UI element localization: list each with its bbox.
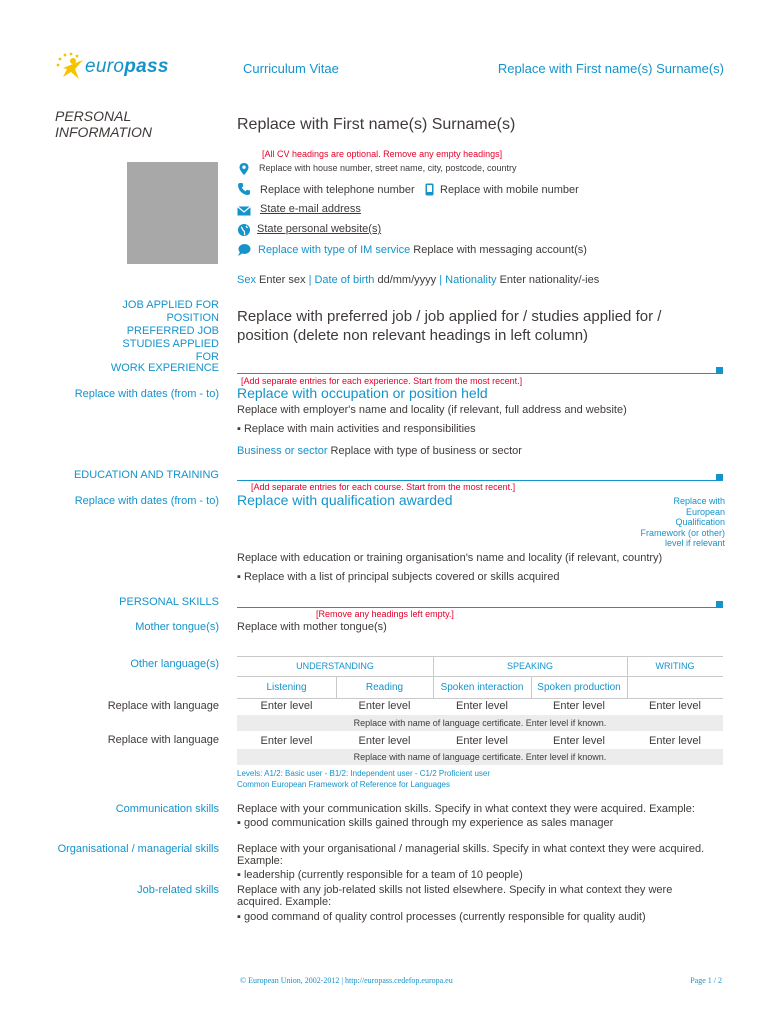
- level-listening: Enter level: [260, 700, 313, 712]
- education-label: EDUCATION AND TRAINING: [73, 469, 219, 481]
- job-related-skills-label: Job-related skills: [137, 884, 219, 896]
- header-writing: WRITING: [655, 661, 695, 671]
- sex-label: Sex: [237, 274, 256, 286]
- nationality-label: Nationality: [445, 274, 497, 286]
- subheader-spoken-production: Spoken production: [537, 682, 621, 693]
- level-reading: Enter level: [358, 735, 411, 747]
- grid-line: [237, 676, 723, 677]
- header-speaking: SPEAKING: [506, 661, 553, 671]
- dob-value: dd/mm/yyyy: [377, 274, 437, 286]
- header-understanding: UNDERSTANDING: [296, 661, 374, 671]
- telephone-icon: [237, 182, 251, 196]
- education-qualification: Replace with qualification awarded: [237, 492, 453, 508]
- personal-skills-label: PERSONAL SKILLS: [119, 596, 219, 608]
- education-rule: [237, 480, 717, 481]
- mother-tongue-label: Mother tongue(s): [135, 621, 219, 633]
- education-dates: Replace with dates (from - to): [74, 495, 219, 507]
- photo-placeholder: [127, 162, 218, 264]
- education-note: [Add separate entries for each course. Start from the most recent.]: [251, 482, 516, 492]
- europass-logo: [55, 52, 169, 82]
- communication-skills-text: Replace with your communication skills. Specify in what context they were acquired. Example:: [237, 803, 695, 815]
- level-spoken-production: Enter level: [553, 700, 605, 712]
- job-related-skills-item: ▪ good command of quality control processes (currently responsible for quality audit): [237, 911, 646, 923]
- footer-copyright: © European Union, 2002-2012 | http://europass.cedefop.europa.eu: [240, 976, 453, 985]
- separator: |: [439, 274, 443, 286]
- level-writing: Enter level: [649, 700, 701, 712]
- optional-headings-note: [All CV headings are optional. Remove any empty headings]: [262, 149, 503, 159]
- job-related-skills-text: Replace with any job-related skills not listed elsewhere. Specify in what context they were acquired. Example:: [237, 884, 673, 908]
- mobile-text: Replace with mobile number: [440, 184, 579, 196]
- website-globe-icon: [237, 223, 251, 237]
- email-link[interactable]: State e-mail address: [260, 203, 361, 215]
- im-account-text: Replace with messaging account(s): [413, 244, 587, 256]
- work-dates: Replace with dates (from - to): [74, 388, 219, 400]
- dob-label: Date of birth: [314, 274, 375, 286]
- address-text: Replace with house number, street name, city, postcode, country: [259, 163, 517, 173]
- education-marker: [716, 474, 723, 481]
- education-organisation: Replace with education or training organisation's name and locality (if relevant, country): [237, 552, 663, 564]
- work-position: Replace with occupation or position held: [237, 385, 488, 401]
- other-languages-label: Other language(s): [130, 658, 219, 670]
- organisational-skills-label: Organisational / managerial skills: [57, 843, 219, 855]
- email-envelope-icon: [237, 205, 251, 217]
- levels-note: Levels: A1/2: Basic user - B1/2: Independent user - C1/2 Proficient user: [237, 769, 491, 778]
- subheader-spoken-interaction: Spoken interaction: [440, 682, 524, 693]
- separator: |: [308, 274, 312, 286]
- communication-skills-label: Communication skills: [115, 803, 219, 815]
- eqf-level: Replace with European Qualification Framework (or other) level if relevant: [640, 496, 725, 548]
- work-experience-rule: [237, 373, 717, 374]
- language-name: Replace with language: [107, 700, 219, 712]
- grid-line: [237, 656, 723, 657]
- mobile-phone-icon: [425, 183, 434, 196]
- personal-skills-marker: [716, 601, 723, 608]
- website-link[interactable]: State personal website(s): [257, 223, 382, 235]
- level-writing: Enter level: [649, 735, 701, 747]
- work-employer: Replace with employer's name and locality (if relevant, full address and website): [237, 404, 627, 416]
- personal-details-line: [237, 274, 599, 286]
- personal-information-heading: PERSONAL INFORMATION: [55, 108, 152, 140]
- language-certificate: Replace with name of language certificate. Enter level if known.: [237, 749, 723, 765]
- header-name: Replace with First name(s) Surname(s): [497, 61, 724, 76]
- subheader-listening: Listening: [266, 682, 307, 693]
- job-applied-label: JOB APPLIED FOR POSITION PREFERRED JOB STUDIES APPLIED FOR: [122, 299, 219, 363]
- subheader-reading: Reading: [365, 682, 404, 693]
- logo-text-pass: pass: [124, 56, 169, 77]
- europass-star-figure-icon: [55, 52, 89, 82]
- level-listening: Enter level: [260, 735, 313, 747]
- profile-name: Replace with First name(s) Surname(s): [237, 116, 516, 133]
- organisational-skills-text: Replace with your organisational / managerial skills. Specify in what context they were acquired. Example:: [237, 843, 705, 867]
- personal-skills-note: [Remove any headings left empty.]: [316, 609, 454, 619]
- nationality-value: Enter nationality/-ies: [499, 274, 600, 286]
- work-experience-note: [Add separate entries for each experience. Start from the most recent.]: [241, 376, 523, 386]
- mother-tongue-value: Replace with mother tongue(s): [237, 621, 387, 633]
- language-certificate: Replace with name of language certificate. Enter level if known.: [237, 715, 723, 731]
- business-sector-label: Business or sector: [237, 445, 328, 457]
- language-name: Replace with language: [107, 734, 219, 746]
- im-chat-bubble-icon: [237, 243, 251, 257]
- job-applied-text: Replace with preferred job / job applied for / studies applied for / position (delete non relevant headings in left column): [237, 308, 662, 344]
- work-activities: ▪ Replace with main activities and responsibilities: [237, 423, 476, 435]
- location-pin-icon: [237, 162, 251, 176]
- business-sector-value: Replace with type of business or sector: [330, 445, 522, 457]
- level-spoken-interaction: Enter level: [456, 735, 508, 747]
- footer-page-number: Page 1 / 2: [690, 976, 722, 985]
- communication-skills-item: ▪ good communication skills gained through my experience as sales manager: [237, 817, 614, 829]
- im-service-label: Replace with type of IM service: [258, 244, 411, 256]
- cefr-link[interactable]: Common European Framework of Reference for Languages: [237, 780, 450, 789]
- logo-text-euro: euro: [85, 56, 125, 77]
- telephone-text: Replace with telephone number: [260, 184, 415, 196]
- level-spoken-interaction: Enter level: [456, 700, 508, 712]
- grid-line: [237, 698, 723, 699]
- work-experience-marker: [716, 367, 723, 374]
- level-spoken-production: Enter level: [553, 735, 605, 747]
- organisational-skills-item: ▪ leadership (currently responsible for a team of 10 people): [237, 869, 523, 881]
- education-subjects: ▪ Replace with a list of principal subjects covered or skills acquired: [237, 571, 560, 583]
- sex-value: Enter sex: [259, 274, 306, 286]
- work-experience-label: WORK EXPERIENCE: [110, 362, 219, 374]
- personal-skills-rule: [237, 607, 717, 608]
- level-reading: Enter level: [358, 700, 411, 712]
- doc-title: Curriculum Vitae: [243, 61, 339, 76]
